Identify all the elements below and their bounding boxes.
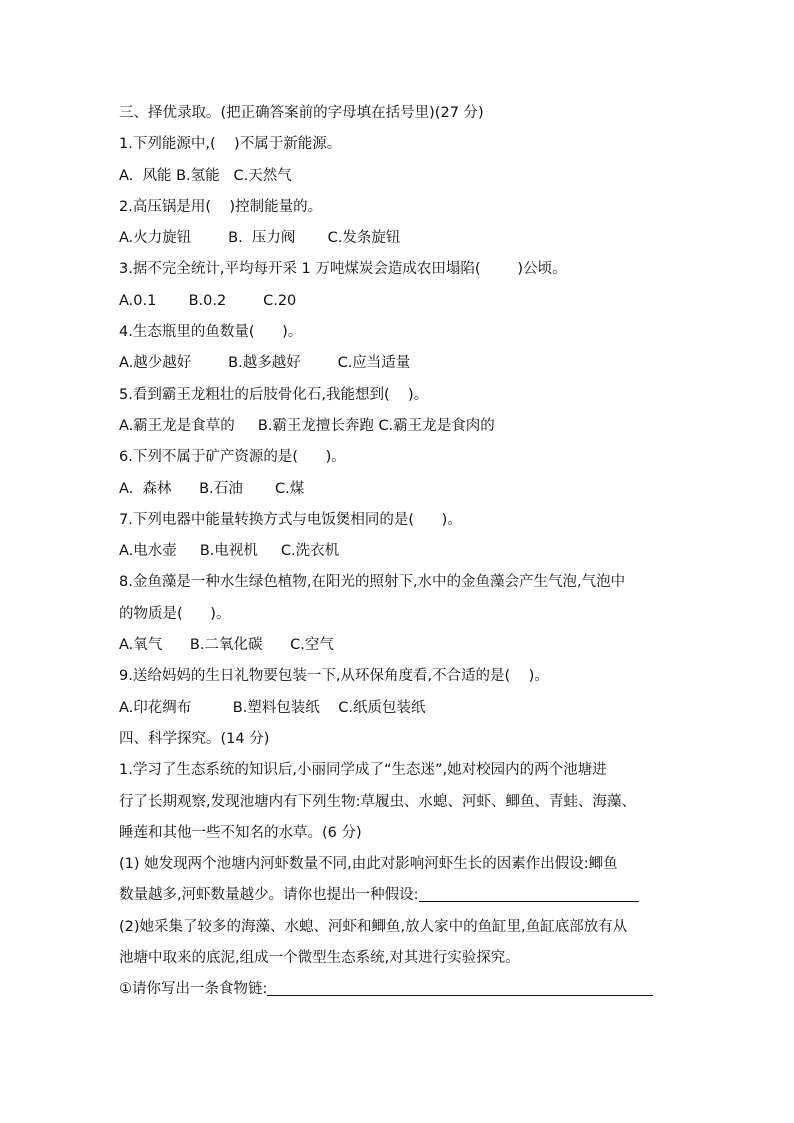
hypothesis-answer-blank[interactable] (419, 885, 639, 902)
inquiry-1-line-1: 1.学习了生态系统的知识后,小丽同学成了“生态迷”,她对校园内的两个池塘进 (119, 762, 607, 779)
sub-question-2-line-2: 池塘中取来的底泥,组成一个微型生态系统,对其进行实验探究。 (119, 950, 520, 967)
question-5-stem: 5.看到霸王龙粗壮的后肢骨化石,我能想到( )。 (119, 386, 429, 403)
inquiry-1-line-2: 行了长期观察,发现池塘内有下列生物:草履虫、水螅、河虾、鲫鱼、青蛙、海藻、 (119, 793, 636, 810)
question-4-stem: 4.生态瓶里的鱼数量( )。 (119, 324, 303, 341)
question-6-stem: 6.下列不属于矿产资源的是( )。 (119, 449, 346, 466)
sub-question-1-prompt: 数量越多,河虾数量越少。请你也提出一种假设: (119, 887, 419, 904)
section3-heading: 三、择优录取。(把正确答案前的字母填在括号里)(27 分) (119, 105, 484, 121)
question-8-stem-continued: 的物质是( )。 (119, 605, 231, 622)
question-9-options: A.印花绸布 B.塑料包装纸 C.纸质包装纸 (119, 699, 426, 716)
worksheet-page (119, 98, 679, 1006)
question-2-stem: 2.高压锅是用( )控制能量的。 (119, 198, 323, 215)
sub-question-2-line-1: (2)她采集了较多的海藻、水螅、河虾和鲫鱼,放人家中的鱼缸里,鱼缸底部放有从 (119, 918, 628, 935)
question-2-options: A.火力旋钮 B. 压力阀 C.发条旋钮 (119, 230, 401, 247)
sub-question-2-item-1 (119, 974, 679, 1005)
inquiry-1-line-3: 睡莲和其他一些不知名的水草。(6 分) (119, 824, 362, 841)
question-6-options: A. 森林 B.石油 C.煤 (119, 480, 305, 497)
section4-heading: 四、科学探究。(14 分) (119, 730, 270, 747)
sub-question-1-line-1: (1) 她发现两个池塘内河虾数量不同,由此对影响河虾生长的因素作出假设:鲫鱼 (119, 856, 618, 873)
question-3-stem: 3.据不完全统计,平均每开采 1 万吨煤炭会造成农田塌陷( )公顷。 (119, 261, 567, 278)
question-3-options: A.0.1 B.0.2 C.20 (119, 292, 297, 309)
sub-question-1-line-2 (119, 880, 679, 911)
question-8-options: A.氧气 B.二氧化碳 C.空气 (119, 637, 334, 654)
question-7-stem: 7.下列电器中能量转换方式与电饭煲相同的是( )。 (119, 511, 462, 528)
question-4-options: A.越少越好 B.越多越好 C.应当适量 (119, 355, 411, 372)
question-1-options: A. 风能 B.氢能 C.天然气 (119, 167, 292, 184)
question-1-stem: 1.下列能源中,( )不属于新能源。 (119, 136, 342, 153)
food-chain-answer-blank[interactable] (267, 979, 653, 996)
question-8-stem: 8.金鱼藻是一种水生绿色植物,在阳光的照射下,水中的金鱼藻会产生气泡,气泡中 (119, 574, 626, 591)
question-9-stem: 9.送给妈妈的生日礼物要包装一下,从环保角度看,不合适的是( )。 (119, 668, 549, 685)
question-5-options: A.霸王龙是食草的 B.霸王龙擅长奔跑 C.霸王龙是食肉的 (119, 417, 495, 434)
food-chain-prompt: ①请你写出一条食物链: (119, 981, 268, 998)
question-7-options: A.电水壶 B.电视机 C.洗衣机 (119, 543, 340, 560)
